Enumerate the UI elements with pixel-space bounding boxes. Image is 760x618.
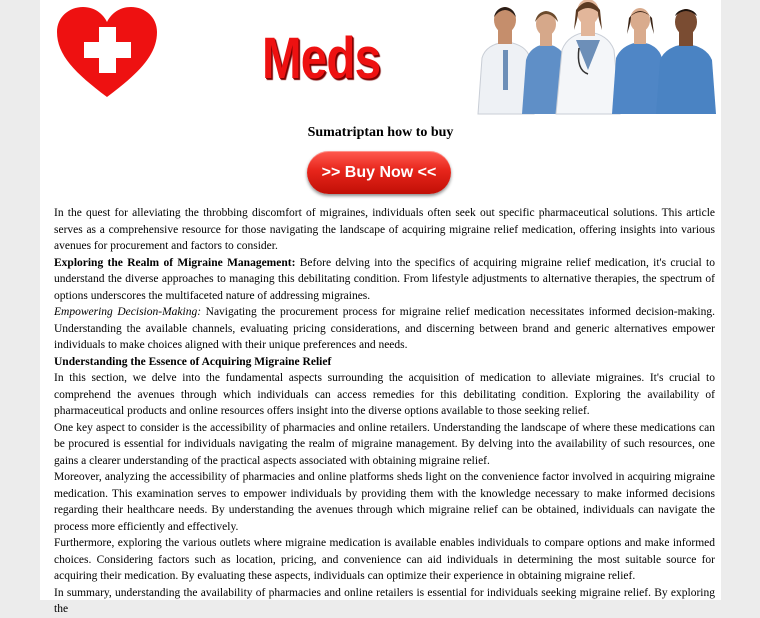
section-text-empowering: Navigating the procurement process for migraine relief medication necessitates informed decision-making. Understanding the available channels, evaluating pricing considerations, and discerning between brand and generic alternatives empower individuals to make choices aligned with their unique preferences and needs. [54,306,715,351]
page [40,0,721,615]
intro-paragraph: In the quest for alleviating the throbbing discomfort of migraines, individuals often seek out specific pharmaceutical solutions. This article serves as a comprehensive resource for those navigating the landscape of acquiring migraine relief medication, offering insights into various avenues for procurement and factors to consider. [54,207,715,252]
section-heading-understanding [54,354,715,371]
site-logo-text[interactable]: Meds [262,26,381,91]
heart-cross-icon[interactable] [55,5,159,99]
section-empowering [54,304,715,354]
section-exploring [54,255,715,305]
article-paragraph: In this section, we delve into the fundamental aspects surrounding the acquisition of medication to alleviate migraines. It's crucial to comprehend the avenues through which individuals can access remedies for this debilitating condition. Exploring the availability of pharmaceutical products and online resources offers insight into the diverse options available to those seeking relief. [54,372,715,417]
article-paragraph: Moreover, analyzing the accessibility of pharmacies and online platforms sheds light on the convenience factor involved in acquiring migraine medication. This examination serves to empower individuals by providing them with the knowledge necessary to make informed decisions regarding their healthcare needs. By understanding the avenues through which migraine relief can be obtained, individuals can navigate the process more efficiently and effectively. [54,471,715,533]
section-heading-understanding-text: Understanding the Essence of Acquiring Migraine Relief [54,355,332,368]
page-title: Sumatriptan how to buy [307,125,454,140]
medical-staff-photo [476,0,722,114]
section-heading-exploring: Exploring the Realm of Migraine Management: [54,256,296,269]
staff-member-5 [656,9,716,114]
article-content [54,205,715,618]
article-paragraph: Furthermore, exploring the various outlets where migraine medication is available enables individuals to compare options and make informed choices. Considering factors such as location, pricing, and convenience can aid individuals in determining the most suitable source for acquiring their medication. By evaluating these aspects, individuals can optimize their experience in obtaining migraine relief. [54,537,715,582]
site-header [40,0,721,116]
section-text-exploring: Before delving into the specifics of acquiring migraine relief medication, it's crucial to understand the diverse approaches to managing this debilitating condition. From lifestyle adjustments to alternative therapies, the spectrum of options underscores the multifaceted nature of addressing migraines. [54,256,715,302]
buy-now-button[interactable]: >> Buy Now << [307,151,451,194]
section-heading-empowering: Empowering Decision-Making: [54,306,202,318]
article-paragraph: In summary, understanding the availability of pharmacies and online retailers is essential for individuals seeking migraine relief. By exploring the [54,586,715,615]
staff-member-3 [556,0,620,114]
staff-member-4 [612,8,664,114]
article-paragraph: One key aspect to consider is the accessibility of pharmacies and online retailers. Understanding the landscape of where these medications can be procured is essential for individuals navigating the realm of migraine management. By delving into the availability of such resources, one gains a clearer understanding of the practical aspects associated with obtaining migraine relief. [54,421,715,467]
